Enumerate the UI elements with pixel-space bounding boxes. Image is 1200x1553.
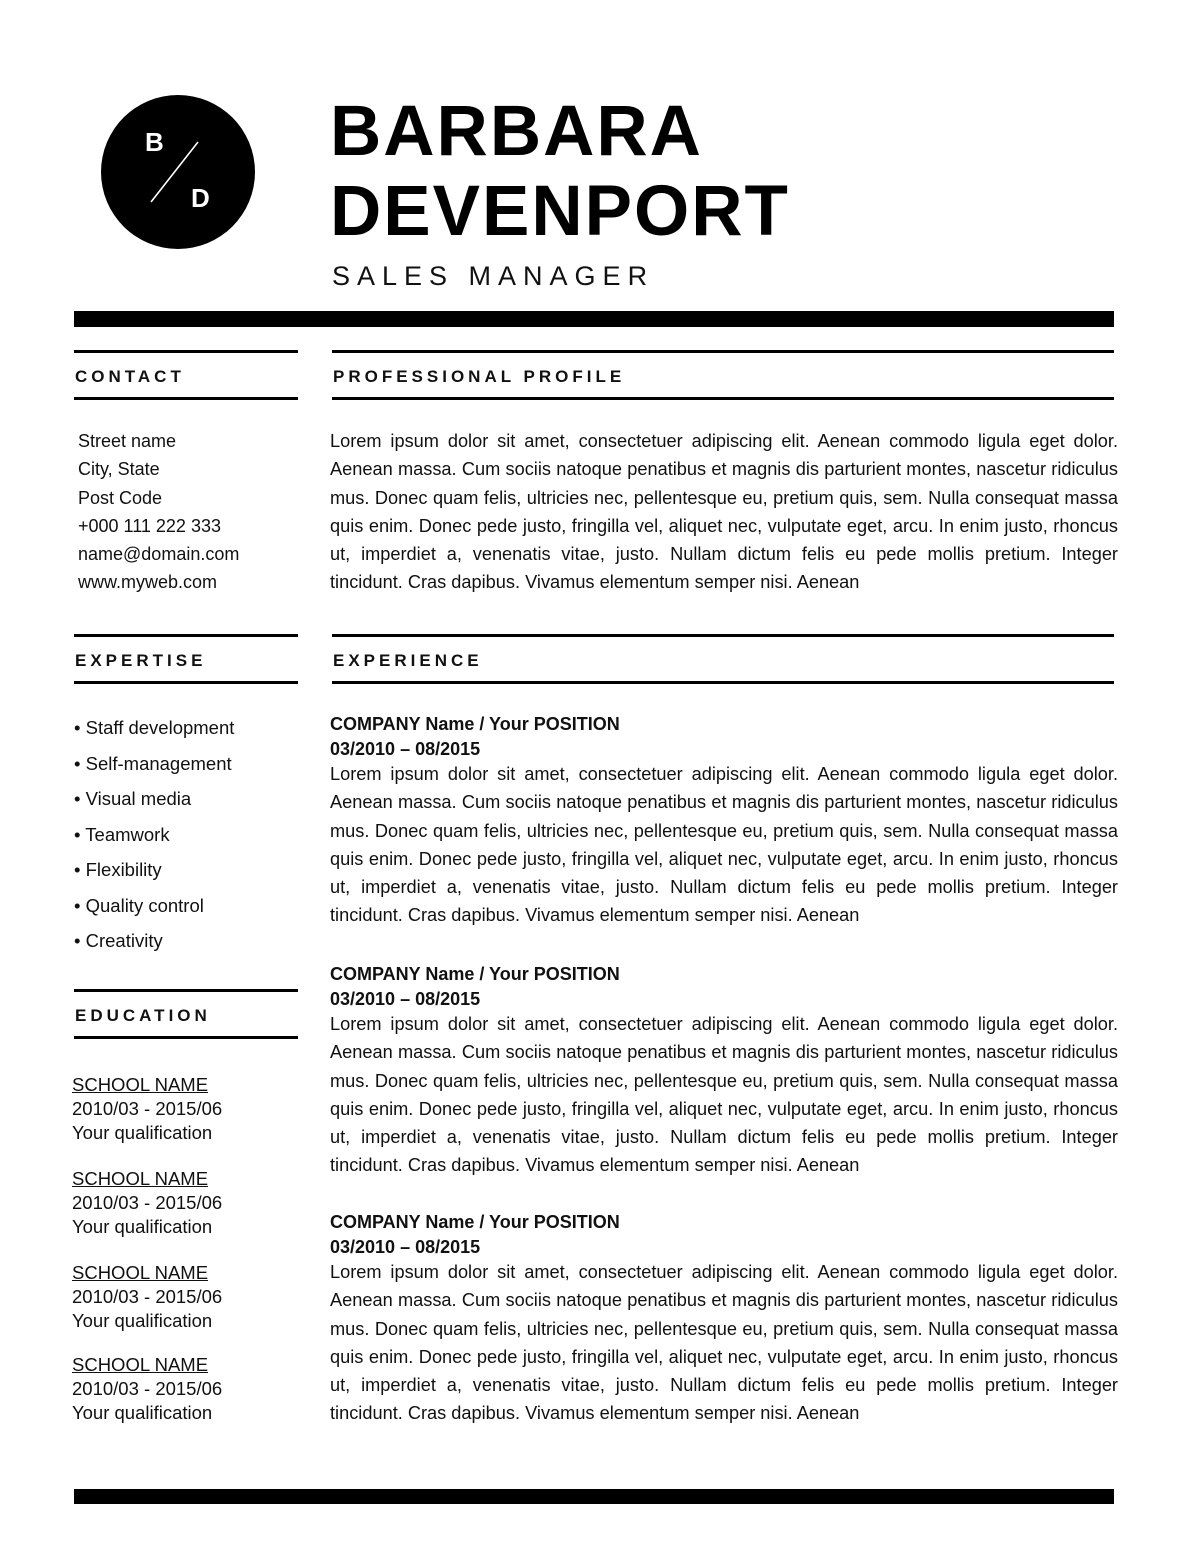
profile-paragraph: Lorem ipsum dolor sit amet, consectetuer adipiscing elit. Aenean commodo ligula eget dolor. Aenean massa. Cum sociis natoque penatibus et magnis dis parturient montes, nascetur ridiculus mus. Donec quam felis, ultricies nec, pellentesque eu, pretium quis, sem. Nulla consequat massa quis enim. Donec pede justo, fringilla vel, aliquet nec, vulputate eget, arcu. In enim justo, rhoncus ut, imperdiet a, venenatis vitae, justo. Nullam dictum felis eu pede mollis pretium. Integer tincidunt. Cras dapibus. Vivamus elementum semper nisi. Aenean [330,431,1118,593]
contact-post-code: Post Code [78,487,163,508]
section-expertise-heading [74,634,298,684]
school-dates: 2010/03 - 2015/06 [72,1286,223,1307]
expertise-item: • Flexibility [74,859,162,880]
contact-email: name@domain.com [78,544,240,565]
education-entry [72,1167,222,1239]
school-name: SCHOOL NAME [72,1168,209,1189]
job-description: Lorem ipsum dolor sit amet, consectetuer adipiscing elit. Aenean commodo ligula eget dolor. Aenean massa. Cum sociis natoque penatibus et magnis dis parturient montes, nascetur ridiculus mus. Donec quam felis, ultricies nec, pellentesque eu, pretium quis, sem. Nulla consequat massa quis enim. Donec pede justo, fringilla vel, aliquet nec, vulputate eget, arcu. In enim justo, rhoncus ut, imperdiet a, venenatis vitae, justo. Nullam dictum felis eu pede mollis pretium. Integer tincidunt. Cras dapibus. Vivamus elementum semper nisi. Aenean [330,764,1118,926]
expertise-item: • Creativity [74,930,163,951]
contact-city: City, State [78,459,160,480]
expertise-list [74,710,234,959]
education-entry [72,1073,222,1145]
job-position: COMPANY Name / Your POSITION [330,964,620,984]
expertise-item: • Self-management [74,752,232,774]
school-dates: 2010/03 - 2015/06 [72,1192,223,1213]
expertise-item: • Staff development [74,717,235,738]
experience-entry [330,960,1118,1180]
section-contact-heading [74,350,298,400]
job-dates: 03/2010 – 08/2015 [330,739,481,759]
job-description: Lorem ipsum dolor sit amet, consectetuer adipiscing elit. Aenean commodo ligula eget dolor. Aenean massa. Cum sociis natoque penatibus et magnis dis parturient montes, nascetur ridiculus mus. Donec quam felis, ultricies nec, pellentesque eu, pretium quis, sem. Nulla consequat massa quis enim. Donec pede justo, fringilla vel, aliquet nec, vulputate eget, arcu. In enim justo, rhoncus ut, imperdiet a, venenatis vitae, justo. Nullam dictum felis eu pede mollis pretium. Integer tincidunt. Cras dapibus. Vivamus elementum semper nisi. Aenean [330,1014,1118,1176]
school-name: SCHOOL NAME [72,1354,209,1375]
section-experience-title: EXPERIENCE [333,651,483,670]
first-name: BARBARA [330,92,703,171]
school-dates: 2010/03 - 2015/06 [72,1098,223,1119]
section-experience-heading [332,634,1114,684]
experience-entry [330,1208,1118,1428]
section-education-heading [74,989,298,1039]
school-dates: 2010/03 - 2015/06 [72,1378,223,1399]
section-education-title: EDUCATION [75,1006,211,1025]
header-divider-bar [74,311,1114,327]
monogram-initial-last: D [191,183,210,213]
job-dates: 03/2010 – 08/2015 [330,1237,481,1257]
expertise-item: • Teamwork [74,823,170,845]
expertise-item: • Visual media [74,788,192,809]
footer-divider-bar [74,1489,1114,1504]
job-position: COMPANY Name / Your POSITION [330,1212,620,1232]
school-name: SCHOOL NAME [72,1262,209,1283]
school-qualification: Your qualification [72,1122,213,1143]
job-title: SALES MANAGER [332,261,655,291]
contact-website: www.myweb.com [78,572,218,593]
section-profile-heading [332,350,1114,400]
education-entry [72,1353,222,1425]
section-expertise-title: EXPERTISE [75,651,207,670]
section-profile-title: PROFESSIONAL PROFILE [333,367,626,386]
full-name [330,92,790,252]
school-qualification: Your qualification [72,1402,213,1423]
section-contact-title: CONTACT [75,367,185,386]
school-qualification: Your qualification [72,1310,213,1331]
job-description: Lorem ipsum dolor sit amet, consectetuer adipiscing elit. Aenean commodo ligula eget dolor. Aenean massa. Cum sociis natoque penatibus et magnis dis parturient montes, nascetur ridiculus mus. Donec quam felis, ultricies nec, pellentesque eu, pretium quis, sem. Nulla consequat massa quis enim. Donec pede justo, fringilla vel, aliquet nec, vulputate eget, arcu. In enim justo, rhoncus ut, imperdiet a, venenatis vitae, justo. Nullam dictum felis eu pede mollis pretium. Integer tincidunt. Cras dapibus. Vivamus elementum semper nisi. Aenean [330,1262,1118,1424]
job-dates: 03/2010 – 08/2015 [330,989,481,1009]
monogram-slash [101,95,255,249]
contact-street: Street name [78,431,177,451]
last-name: DEVENPORT [330,172,790,251]
education-entry [72,1261,222,1333]
school-qualification: Your qualification [72,1216,213,1237]
monogram-initial-first: B [145,127,164,157]
job-position: COMPANY Name / Your POSITION [330,714,620,734]
contact-list [78,427,239,597]
experience-entry [330,710,1118,930]
monogram-logo [101,95,255,249]
contact-phone: +000 111 222 333 [78,515,221,536]
expertise-item: • Quality control [74,894,204,916]
school-name: SCHOOL NAME [72,1074,209,1095]
